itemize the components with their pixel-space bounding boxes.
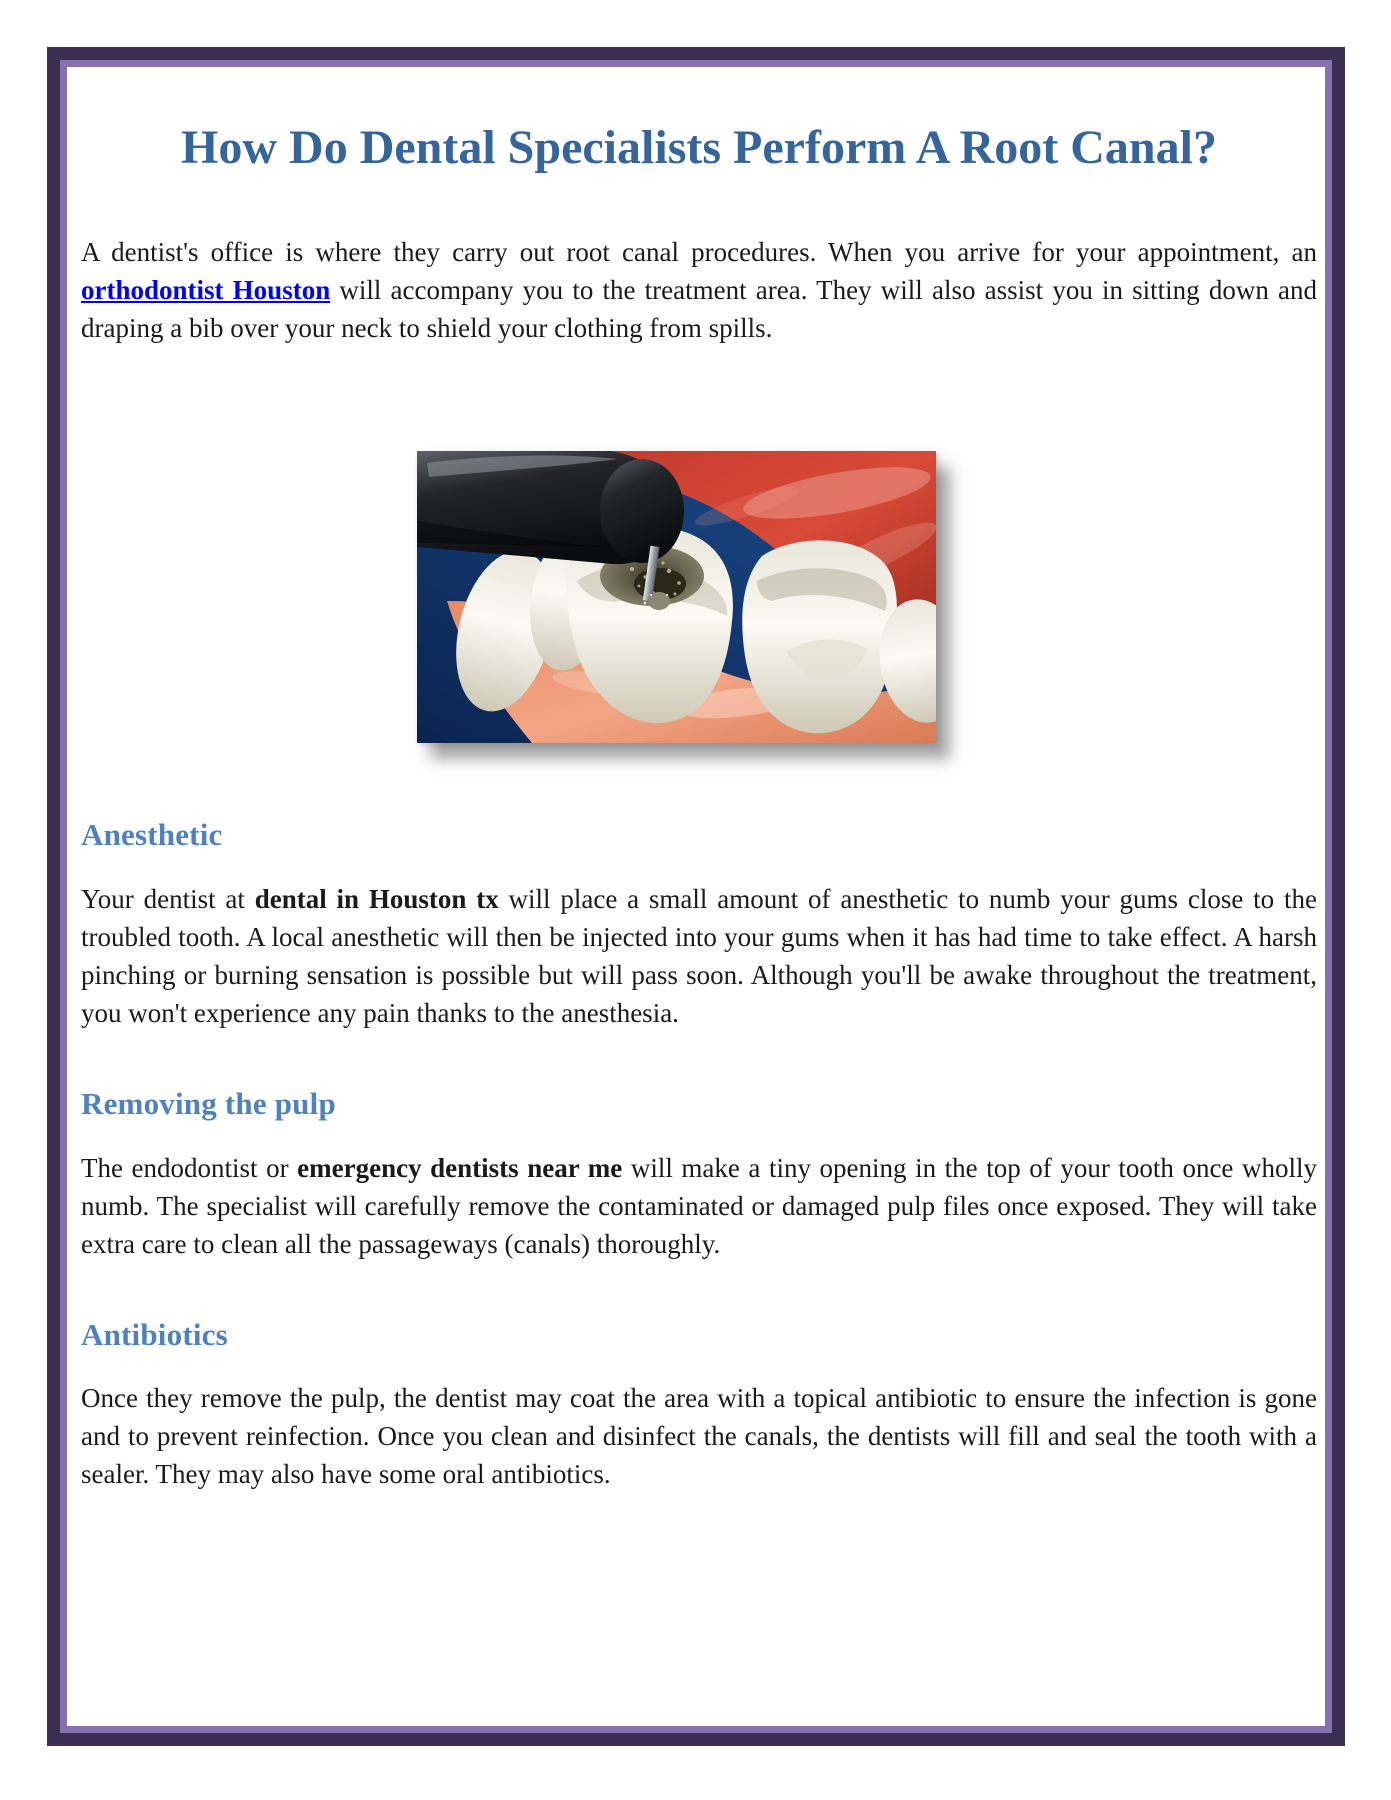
anesthetic-text-after: will place a small amount of anesthetic to numb your gums close to the troubled tooth. A local anesthetic will then be injected into your gums when it has had time to take effect. A harsh pinching or burning sensation is possible but will pass soon. Although you'll be awake throughout the treatment, you won't experience any pain thanks to the anesthesia. [81, 884, 1317, 1029]
dental-procedure-image [417, 451, 936, 743]
section-heading-antibiotics: Antibiotics [81, 1316, 228, 1352]
anesthetic-text-before: Your dentist at [81, 884, 255, 915]
section-heading-removing-pulp: Removing the pulp [81, 1086, 336, 1122]
section-heading-anesthetic: Anesthetic [81, 817, 223, 853]
intro-paragraph [81, 233, 1317, 347]
dental-in-houston-tx-bold: dental in Houston tx [254, 884, 499, 915]
removing-pulp-text-before: The endodontist or [81, 1152, 298, 1183]
anesthetic-paragraph [81, 880, 1317, 1032]
antibiotics-text: Once they remove the pulp, the dentist may coat the area with a topical antibiotic to ensure the infection is gone and to prevent reinfection. Once you clean and disinfect the canals, the dentists will fill and seal the tooth with a sealer. They may also have some oral antibiotics. [81, 1383, 1317, 1490]
orthodontist-houston-link[interactable]: orthodontist Houston [81, 275, 331, 306]
antibiotics-paragraph [81, 1379, 1317, 1493]
document-content [67, 67, 1325, 1726]
intro-text-after: will accompany you to the treatment area. They will also assist you in sitting down and draping a bib over your neck to shield your clothing from spills. [81, 275, 1317, 344]
intro-text-before: A dentist's office is where they carry out root canal procedures. When you arrive for your appointment, an [81, 237, 1317, 268]
removing-pulp-paragraph [81, 1149, 1317, 1263]
page-title: How Do Dental Specialists Perform A Root Canal? [181, 121, 1217, 174]
root-canal-illustration [417, 451, 936, 743]
removing-pulp-text-after: will make a tiny opening in the top of your tooth once wholly numb. The specialist will carefully remove the contaminated or damaged pulp files once exposed. They will take extra care to clean all the passageways (canals) thoroughly. [81, 1152, 1317, 1259]
page-border [47, 47, 1345, 1746]
emergency-dentists-bold: emergency dentists near me [297, 1152, 623, 1183]
